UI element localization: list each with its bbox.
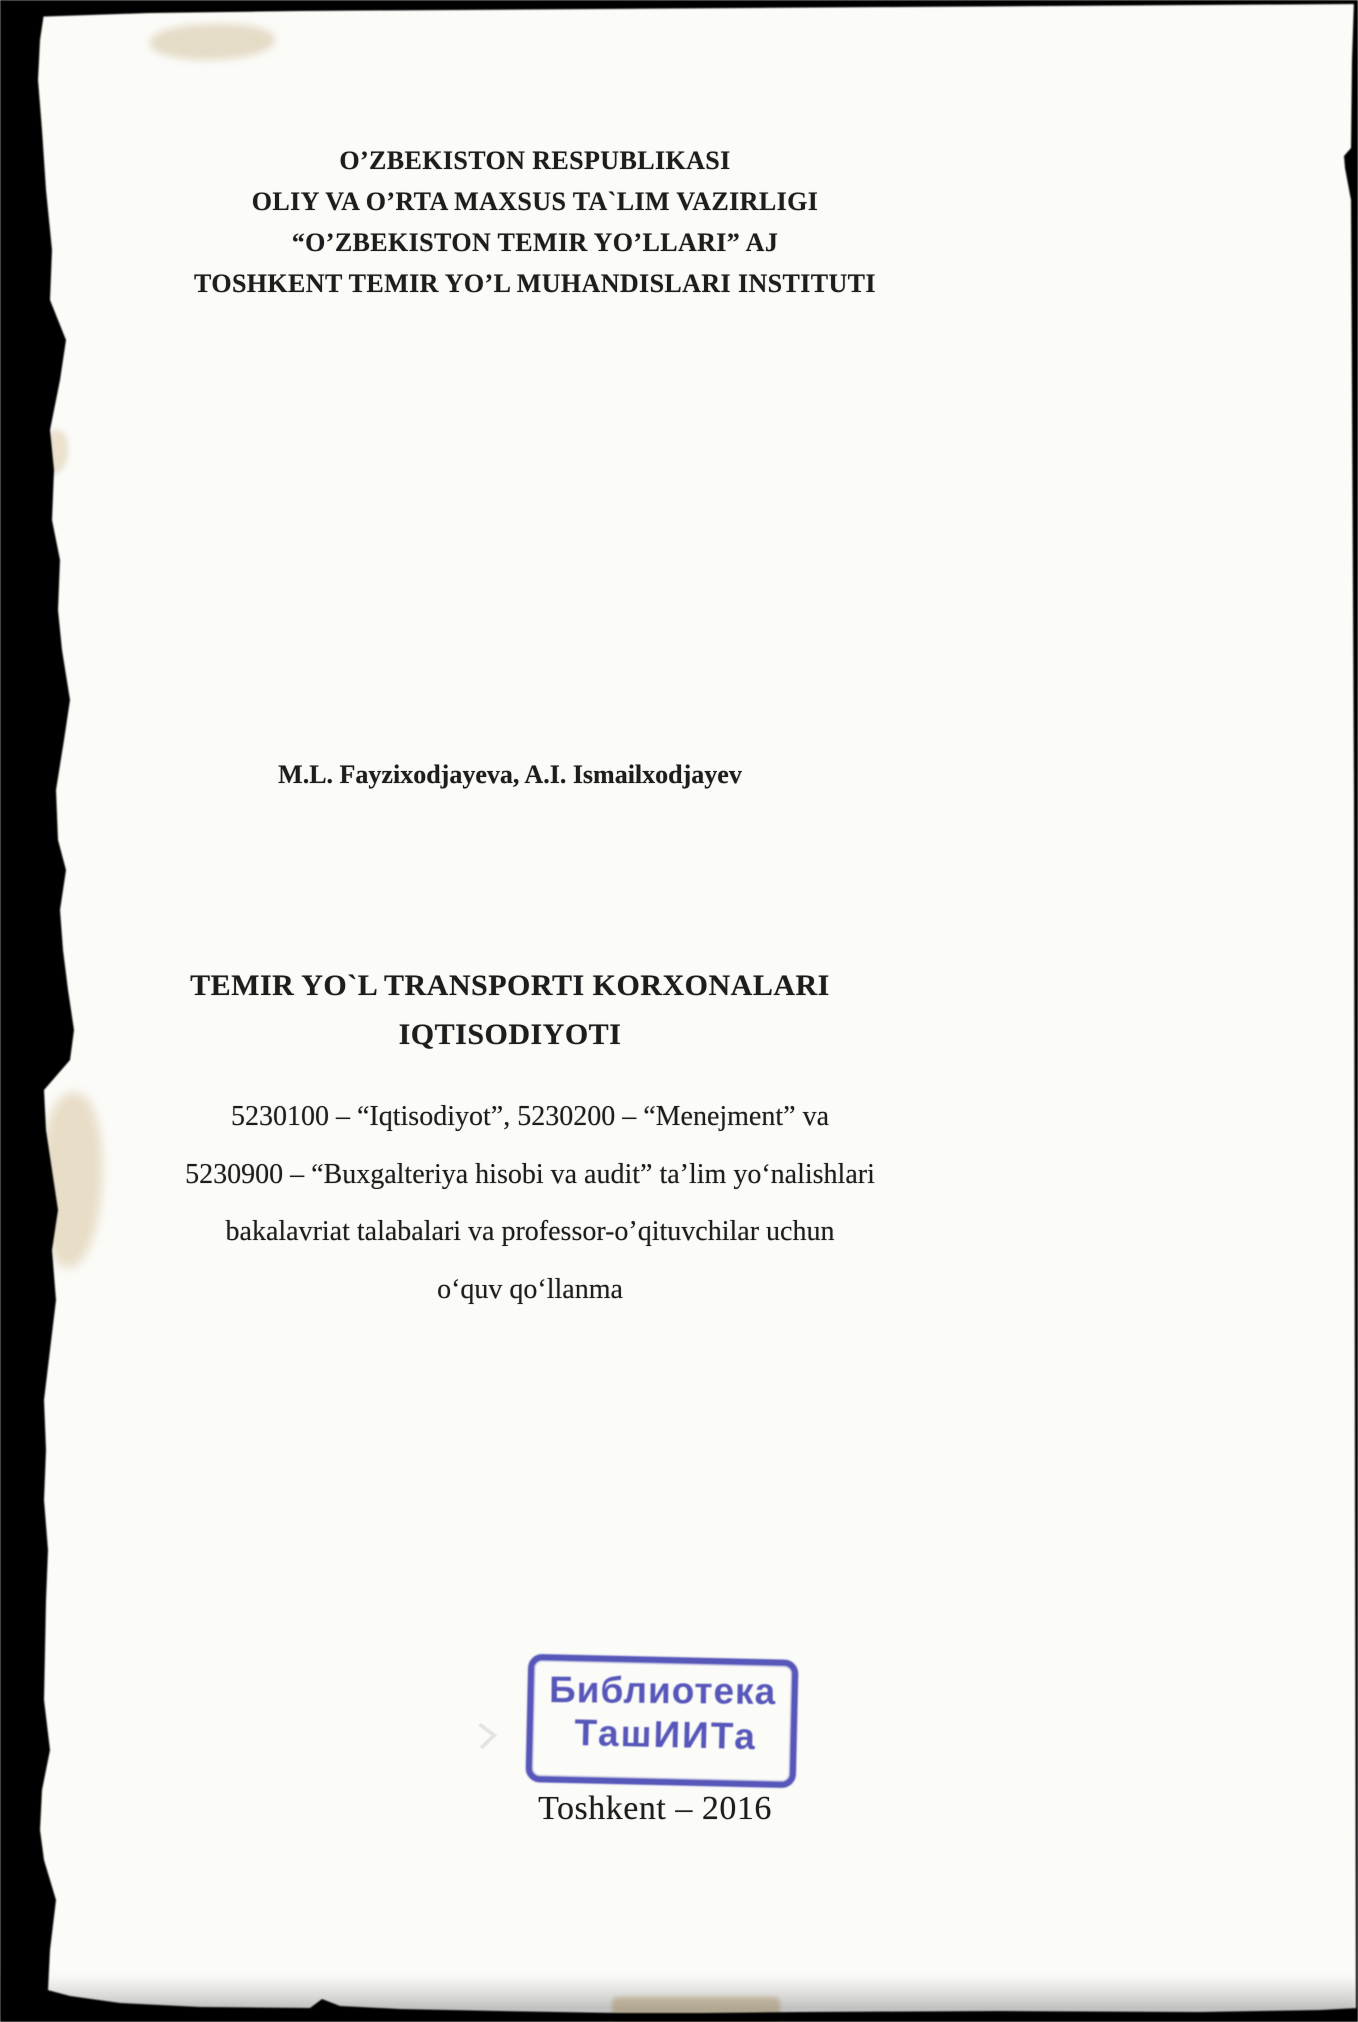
subtitle-line-3: bakalavriat talabalari va professor-o’qituvchilar uchun — [225, 1216, 835, 1247]
book-title-line2: IQTISODIYOTI — [398, 1018, 622, 1051]
subtitle-line-2: 5230900 – “Buxgalteriya hisobi va audit” ta’lim yo‘nalishlari — [185, 1158, 875, 1190]
subtitle-block — [40, 1088, 1020, 1318]
scan-edge-bottom — [0, 1982, 1358, 2022]
library-stamp — [526, 1654, 799, 1788]
subtitle-line-1: 5230100 – “Iqtisodiyot”, 5230200 – “Menejment” va — [231, 1101, 829, 1132]
paper-stain-top — [150, 24, 275, 60]
paper-stain-left-small — [42, 430, 68, 474]
scan-edge-right — [1344, 0, 1358, 2022]
book-title — [20, 961, 1000, 1059]
stamp-line-library: Библиотека — [549, 1669, 777, 1712]
subtitle-line-4: o‘quv qo‘llanma — [437, 1273, 623, 1305]
stamp-line-institute-abbr: ТашИИТа — [573, 1712, 758, 1758]
header-line-country: O’ZBEKISTON RESPUBLIKASI — [339, 146, 731, 175]
header-line-institute: TOSHKENT TEMIR YO’L MUHANDISLARI INSTITUTI — [194, 269, 876, 298]
imprint-city-year: Toshkent – 2016 — [538, 1790, 772, 1827]
scan-shadow-band — [0, 1976, 1358, 2014]
header-line-ministry: OLIY VA O’RTA MAXSUS TA`LIM VAZIRLIGI — [251, 187, 819, 216]
header-line-company: “O’ZBEKISTON TEMIR YO’LLARI” AJ — [291, 228, 779, 257]
book-title-line1: TEMIR YO`L TRANSPORTI KORXONALARI — [190, 969, 830, 1002]
scan-edge-top — [0, 0, 1358, 18]
authors-line: M.L. Fayzixodjayeva, A.I. Ismailxodjayev — [278, 760, 742, 789]
scan-artifact-chevron — [472, 1724, 498, 1746]
institution-header — [45, 140, 1025, 304]
paper-stain-bottom — [612, 1997, 780, 2022]
